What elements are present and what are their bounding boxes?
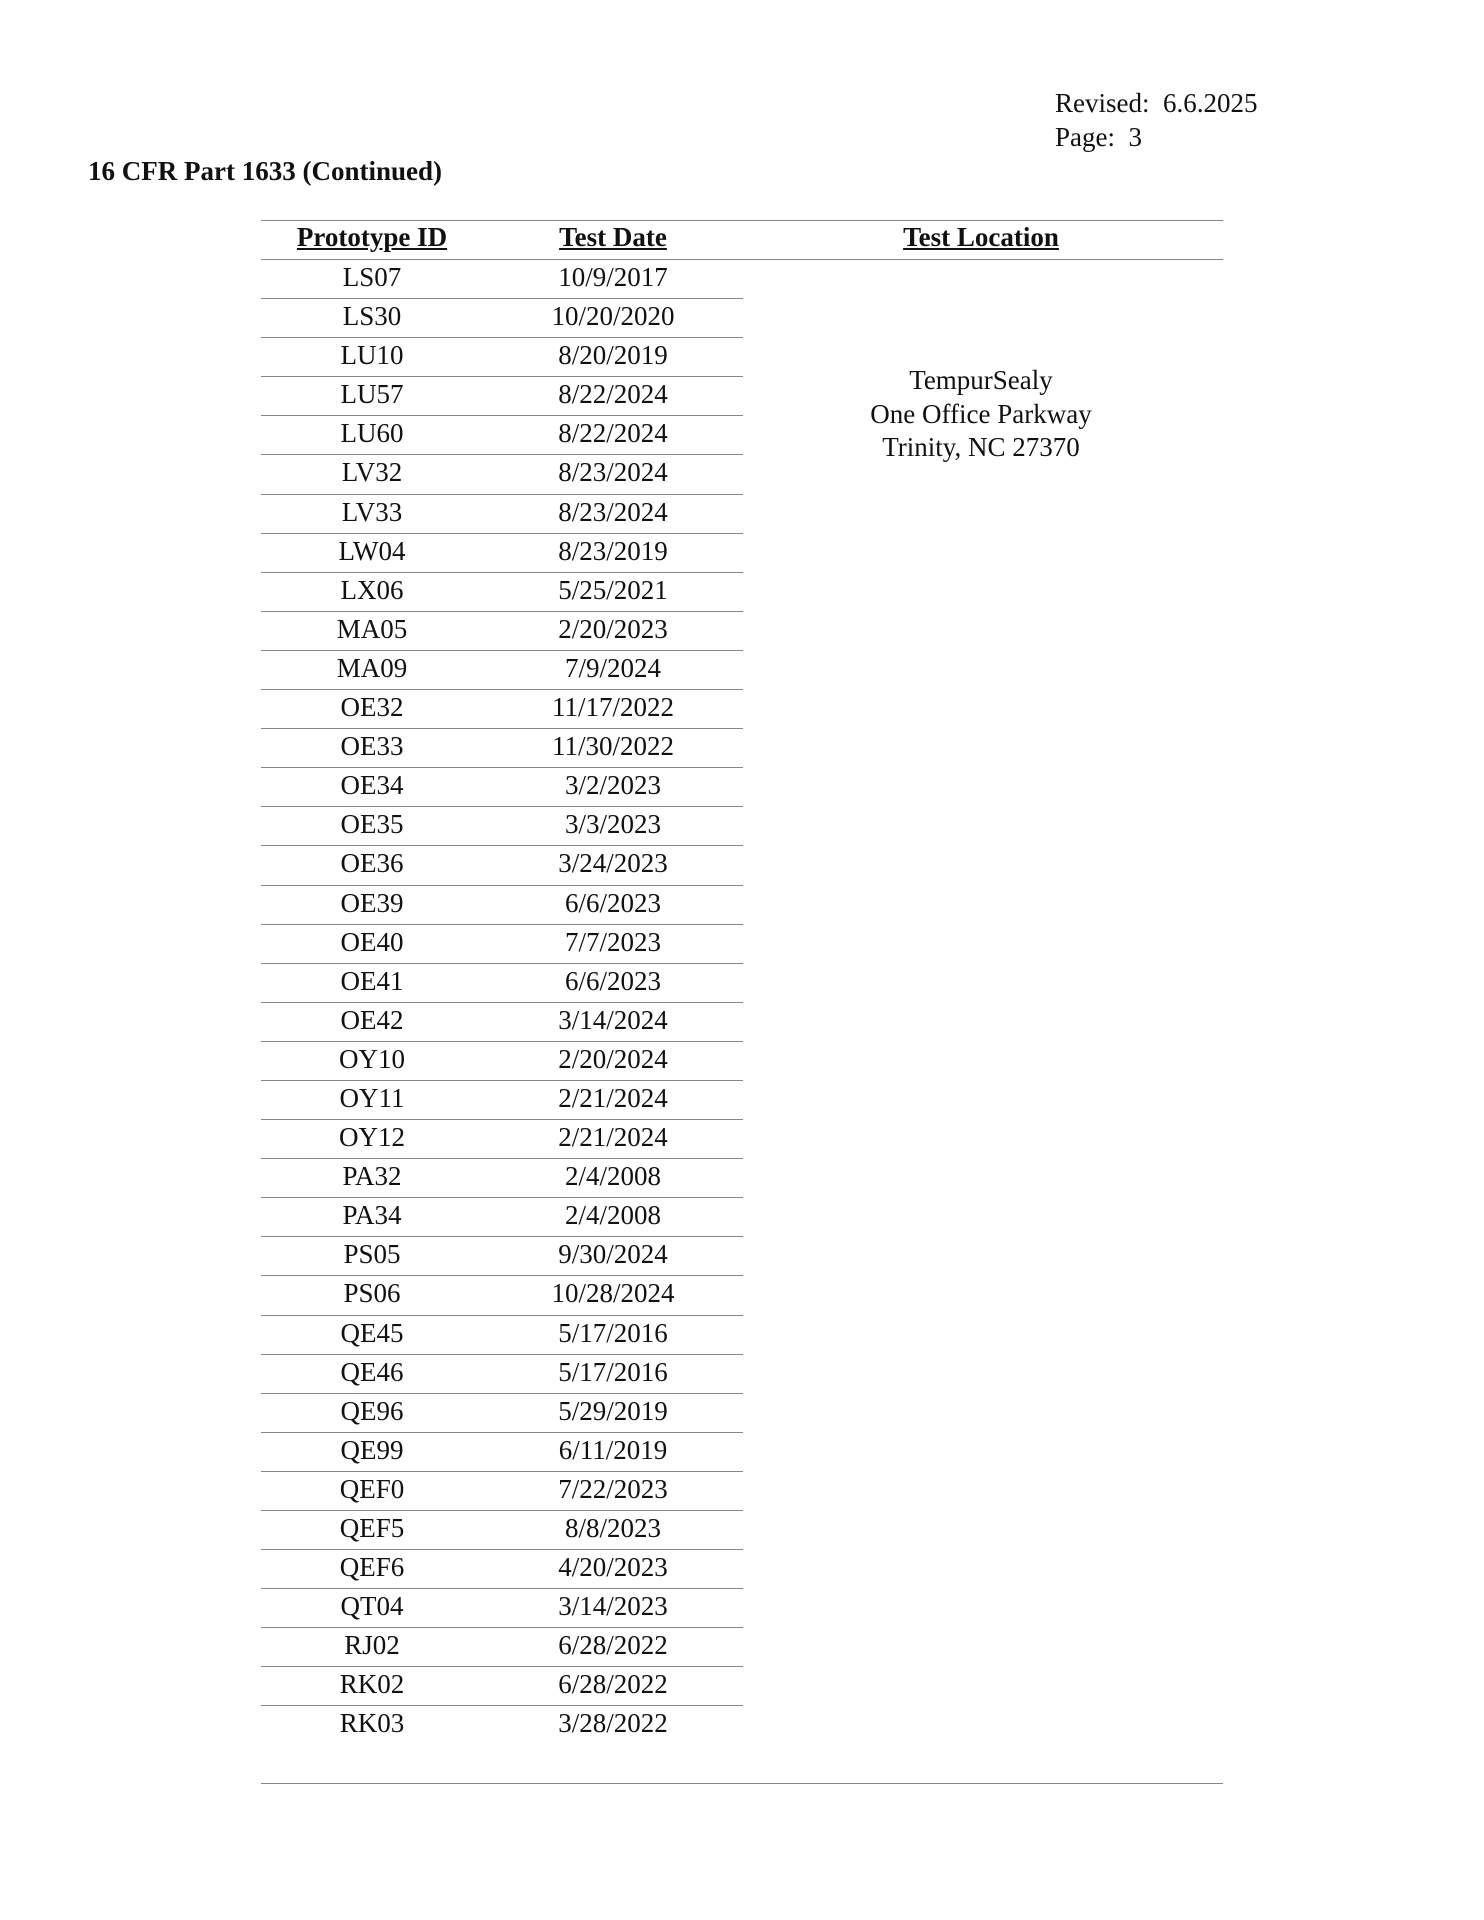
table-body [261,260,743,1746]
test-date-cell: 3/2/2023 [564,770,662,801]
prototype-id-cell: LW04 [338,535,406,566]
page-line [1055,122,1142,153]
test-date-cell: 4/20/2023 [558,1552,668,1583]
test-date-cell: 8/22/2024 [558,379,668,410]
table-row [261,651,743,690]
prototype-id-cell: OY12 [339,1122,405,1153]
prototype-id-cell: OE41 [340,965,404,996]
prototype-id-cell: LU10 [340,340,404,371]
table-row [261,1081,743,1120]
prototype-id-cell: QEF6 [339,1552,405,1583]
table-row [261,534,743,573]
table-row [261,377,743,416]
table-row [261,1394,743,1433]
prototype-id-cell: QEF5 [339,1513,405,1543]
test-date-cell: 10/20/2020 [551,301,675,332]
prototype-id-cell: QE99 [340,1434,404,1465]
test-date-cell: 2/4/2008 [564,1200,662,1231]
prototype-id-cell: OE32 [340,692,404,723]
revised-date: 6.6.2025 [1163,88,1258,118]
prototype-id-cell: LS30 [342,301,402,332]
test-date-cell: 8/23/2019 [558,535,668,566]
table-row [261,1120,743,1159]
test-date-cell: 3/24/2023 [558,848,668,879]
test-date-cell: 11/30/2022 [551,731,675,762]
table-row [261,925,743,964]
table-row [261,886,743,925]
prototype-id-cell: OE40 [340,926,404,957]
location-street: One Office Parkway [870,398,1092,429]
table-row [261,1433,743,1472]
location-company: TempurSealy [909,365,1053,395]
test-date-cell: 6/11/2019 [558,1434,668,1465]
prototype-id-cell: OE39 [340,887,404,918]
prototype-id-cell: QE45 [340,1317,404,1348]
test-date-cell: 5/17/2016 [558,1317,668,1348]
table-row [261,1159,743,1198]
test-date-cell: 8/23/2024 [558,457,668,488]
page-number: 3 [1128,122,1142,152]
test-date-cell: 10/28/2024 [551,1278,675,1309]
prototype-id-cell: QE46 [340,1356,404,1387]
test-date-cell: 2/4/2008 [564,1161,662,1192]
table-row [261,1589,743,1628]
prototype-id-cell: OE34 [340,770,404,801]
prototype-id-cell: LX06 [340,574,404,605]
prototype-id-cell: LV32 [341,457,403,488]
table-row [261,1550,743,1589]
table-row [261,612,743,651]
prototype-id-cell: MA05 [336,613,408,644]
test-date-cell: 5/29/2019 [558,1395,668,1426]
table-row [261,1628,743,1667]
prototype-id-cell: LV33 [341,496,403,527]
prototype-id-cell: LS07 [342,262,402,292]
table-row [261,1237,743,1276]
prototype-id-cell: RK03 [339,1708,405,1739]
table-row [261,964,743,1003]
table-row [261,1472,743,1511]
table-row [261,690,743,729]
table-row [261,807,743,846]
test-date-cell: 6/6/2023 [564,887,662,918]
table-row [261,1042,743,1081]
prototype-id-cell: MA09 [336,652,408,683]
table-row [261,299,743,338]
prototype-id-cell: RJ02 [344,1630,400,1661]
test-date-cell: 8/20/2019 [558,340,668,371]
table-top-rule [261,220,1223,221]
test-date-cell: 8/23/2024 [558,496,668,527]
column-header-prototype-id: Prototype ID [296,222,448,252]
prototype-id-cell: OE36 [340,848,404,879]
table-row [261,1511,743,1550]
location-city: Trinity, NC 27370 [882,432,1080,462]
page-label: Page: [1055,122,1115,152]
table-row [261,1276,743,1315]
prototype-id-cell: OE33 [340,731,404,762]
section-title: 16 CFR Part 1633 (Continued) [88,156,442,186]
table-row [261,260,743,299]
prototype-id-cell: QT04 [340,1591,404,1622]
table-row [261,846,743,885]
test-date-cell: 11/17/2022 [551,692,675,723]
prototype-id-cell: PS06 [343,1278,401,1309]
table-row [261,1706,743,1745]
table-row [261,455,743,494]
table-row [261,1003,743,1042]
test-date-cell: 5/25/2021 [558,574,668,605]
test-date-cell: 3/14/2023 [558,1591,668,1622]
column-header-test-location: Test Location [903,222,1059,252]
prototype-id-cell: OE42 [340,1004,404,1035]
test-date-cell: 3/14/2024 [558,1004,668,1035]
test-date-cell: 5/17/2016 [558,1356,668,1387]
test-date-cell: 2/21/2024 [558,1122,668,1153]
test-date-cell: 6/28/2022 [558,1669,668,1700]
prototype-id-cell: RK02 [339,1669,405,1700]
prototype-id-cell: LU60 [340,418,404,449]
table-row [261,338,743,377]
prototype-id-cell: PA34 [342,1200,402,1231]
table-row [261,495,743,534]
test-date-cell: 7/7/2023 [564,926,662,957]
prototype-id-cell: OY10 [339,1043,405,1074]
table-row [261,573,743,612]
test-location-cell [870,364,1091,465]
prototype-id-cell: QE96 [340,1395,404,1426]
prototype-id-cell: PS05 [343,1239,401,1270]
test-date-cell: 8/22/2024 [558,418,668,449]
test-date-cell: 2/20/2024 [558,1043,668,1074]
table-row [261,416,743,455]
revised-line [1055,88,1258,119]
column-header-test-date: Test Date [559,222,667,252]
test-date-cell: 3/28/2022 [558,1708,668,1739]
table-row [261,768,743,807]
test-date-cell: 6/6/2023 [564,965,662,996]
table-bottom-rule [261,1783,1223,1784]
prototype-id-cell: OE35 [340,809,404,840]
test-date-cell: 2/20/2023 [558,613,668,644]
prototype-id-cell: PA32 [342,1161,402,1192]
prototype-id-cell: LU57 [340,379,404,410]
table-row [261,729,743,768]
prototype-id-cell: OY11 [339,1082,405,1113]
test-date-cell: 8/8/2023 [564,1513,662,1543]
test-date-cell: 6/28/2022 [558,1630,668,1661]
test-date-cell: 9/30/2024 [558,1239,668,1270]
table-row [261,1316,743,1355]
revised-label: Revised: [1055,88,1150,118]
test-date-cell: 7/9/2024 [564,652,662,683]
test-date-cell: 7/22/2023 [558,1473,668,1504]
test-date-cell: 2/21/2024 [558,1082,668,1113]
table-row [261,1667,743,1706]
table-row [261,1355,743,1394]
test-date-cell: 3/3/2023 [564,809,662,840]
test-date-cell: 10/9/2017 [558,262,668,292]
prototype-id-cell: QEF0 [339,1473,405,1504]
table-row [261,1198,743,1237]
